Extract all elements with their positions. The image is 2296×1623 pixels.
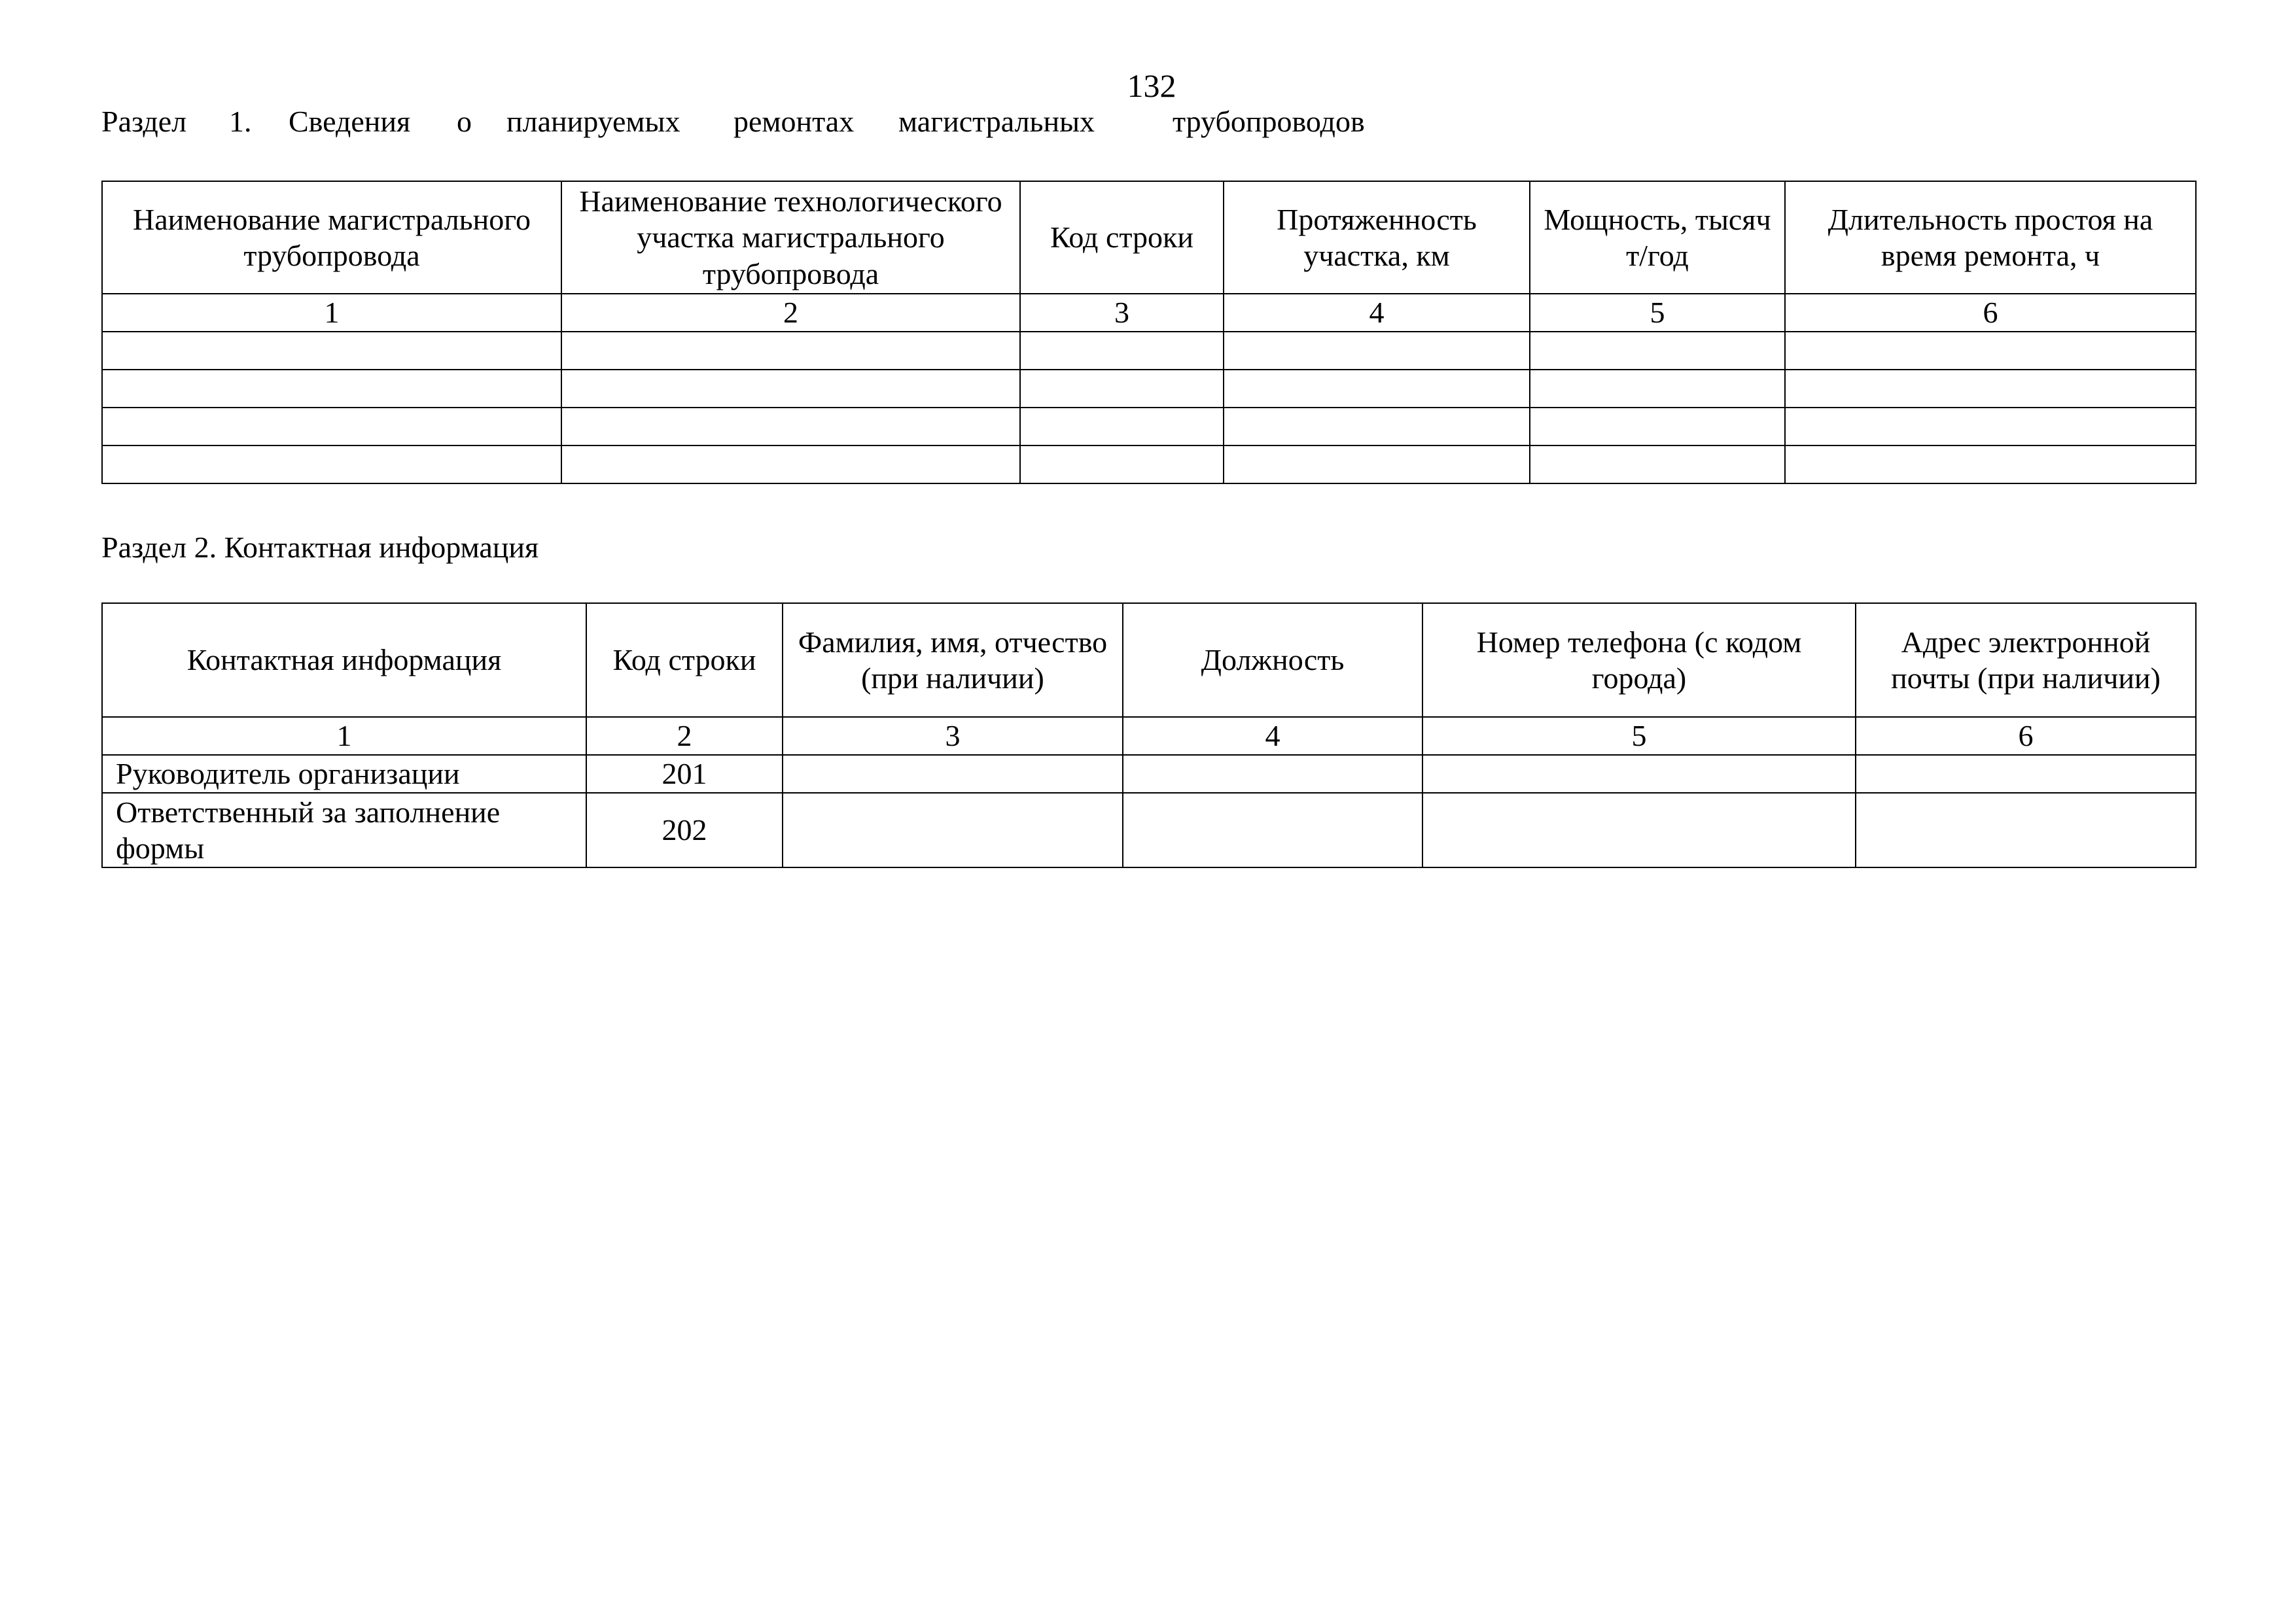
- header-cell: Номер телефона (с кодом города): [1422, 603, 1856, 717]
- table-row: [102, 332, 2196, 370]
- table-cell: [1856, 793, 2196, 867]
- table-cell: [1530, 332, 1785, 370]
- header-cell: Фамилия, имя, отчество (при наличии): [783, 603, 1123, 717]
- table-cell: [1530, 408, 1785, 445]
- column-number-cell: 3: [1020, 294, 1224, 332]
- table-cell: [102, 408, 561, 445]
- table-row: [102, 755, 2196, 793]
- contact-type-cell: Руководитель организации: [102, 755, 586, 793]
- row-code-cell: 202: [586, 793, 783, 867]
- column-number-cell: 5: [1422, 717, 1856, 755]
- table-header-row: [102, 603, 2196, 717]
- table-cell: [1020, 332, 1224, 370]
- column-number-row: [102, 294, 2196, 332]
- header-cell: Адрес электронной почты (при наличии): [1856, 603, 2196, 717]
- section1-title-word: 1.: [229, 105, 252, 138]
- table-cell: [1224, 370, 1530, 408]
- table-cell: [1224, 445, 1530, 483]
- table-cell: [561, 408, 1020, 445]
- section1-title-word: магистральных: [898, 105, 1095, 138]
- page-number: 132: [1127, 67, 1176, 104]
- table-cell: [1123, 793, 1422, 867]
- column-number-cell: 4: [1224, 294, 1530, 332]
- column-number-cell: 5: [1530, 294, 1785, 332]
- table-cell: [102, 370, 561, 408]
- table-cell: [1785, 370, 2196, 408]
- table-cell: [102, 332, 561, 370]
- table-row: [102, 445, 2196, 483]
- table-cell: [1224, 332, 1530, 370]
- header-cell: Наименование магистрального трубопровода: [102, 181, 561, 294]
- table-cell: [1020, 445, 1224, 483]
- table-cell: [561, 445, 1020, 483]
- table-cell: [1224, 408, 1530, 445]
- table-cell: [1785, 445, 2196, 483]
- header-cell: Протяженность участка, км: [1224, 181, 1530, 294]
- table-cell: [783, 793, 1123, 867]
- column-number-cell: 2: [561, 294, 1020, 332]
- header-cell: Наименование технологического участка магистрального трубопровода: [561, 181, 1020, 294]
- header-cell: Мощность, тысяч т/год: [1530, 181, 1785, 294]
- header-cell: Длительность простоя на время ремонта, ч: [1785, 181, 2196, 294]
- header-cell: Код строки: [1020, 181, 1224, 294]
- column-number-cell: 3: [783, 717, 1123, 755]
- header-cell: Контактная информация: [102, 603, 586, 717]
- table-cell: [1530, 445, 1785, 483]
- column-number-cell: 4: [1123, 717, 1422, 755]
- column-number-cell: 1: [102, 717, 586, 755]
- table-cell: [561, 370, 1020, 408]
- table-row: [102, 370, 2196, 408]
- table-cell: [1020, 370, 1224, 408]
- table-cell: [102, 445, 561, 483]
- contact-type-cell: Ответственный за заполнение формы: [102, 793, 586, 867]
- table-row: [102, 408, 2196, 445]
- table-cell: [561, 332, 1020, 370]
- table-cell: [1530, 370, 1785, 408]
- column-number-cell: 2: [586, 717, 783, 755]
- column-number-cell: 6: [1856, 717, 2196, 755]
- section1-title-word: трубопроводов: [1173, 105, 1365, 138]
- table-cell: [783, 755, 1123, 793]
- column-number-cell: 6: [1785, 294, 2196, 332]
- section1-title-word: планируемых: [506, 105, 680, 138]
- header-cell: Код строки: [586, 603, 783, 717]
- table-header-row: [102, 181, 2196, 294]
- section2-title: Раздел 2. Контактная информация: [101, 531, 539, 564]
- column-number-cell: 1: [102, 294, 561, 332]
- table-cell: [1422, 793, 1856, 867]
- section1-title-word: о: [457, 105, 472, 138]
- table-row: [102, 793, 2196, 867]
- header-cell: Должность: [1123, 603, 1422, 717]
- contact-info-table: [101, 602, 2197, 868]
- table-cell: [1123, 755, 1422, 793]
- table-cell: [1856, 755, 2196, 793]
- section1-title-word: Раздел: [101, 105, 187, 138]
- table-cell: [1785, 408, 2196, 445]
- pipeline-repairs-table: [101, 181, 2197, 484]
- section1-title-word: ремонтах: [733, 105, 855, 138]
- row-code-cell: 201: [586, 755, 783, 793]
- section1-title-word: Сведения: [289, 105, 411, 138]
- table-cell: [1422, 755, 1856, 793]
- column-number-row: [102, 717, 2196, 755]
- table-cell: [1020, 408, 1224, 445]
- table-cell: [1785, 332, 2196, 370]
